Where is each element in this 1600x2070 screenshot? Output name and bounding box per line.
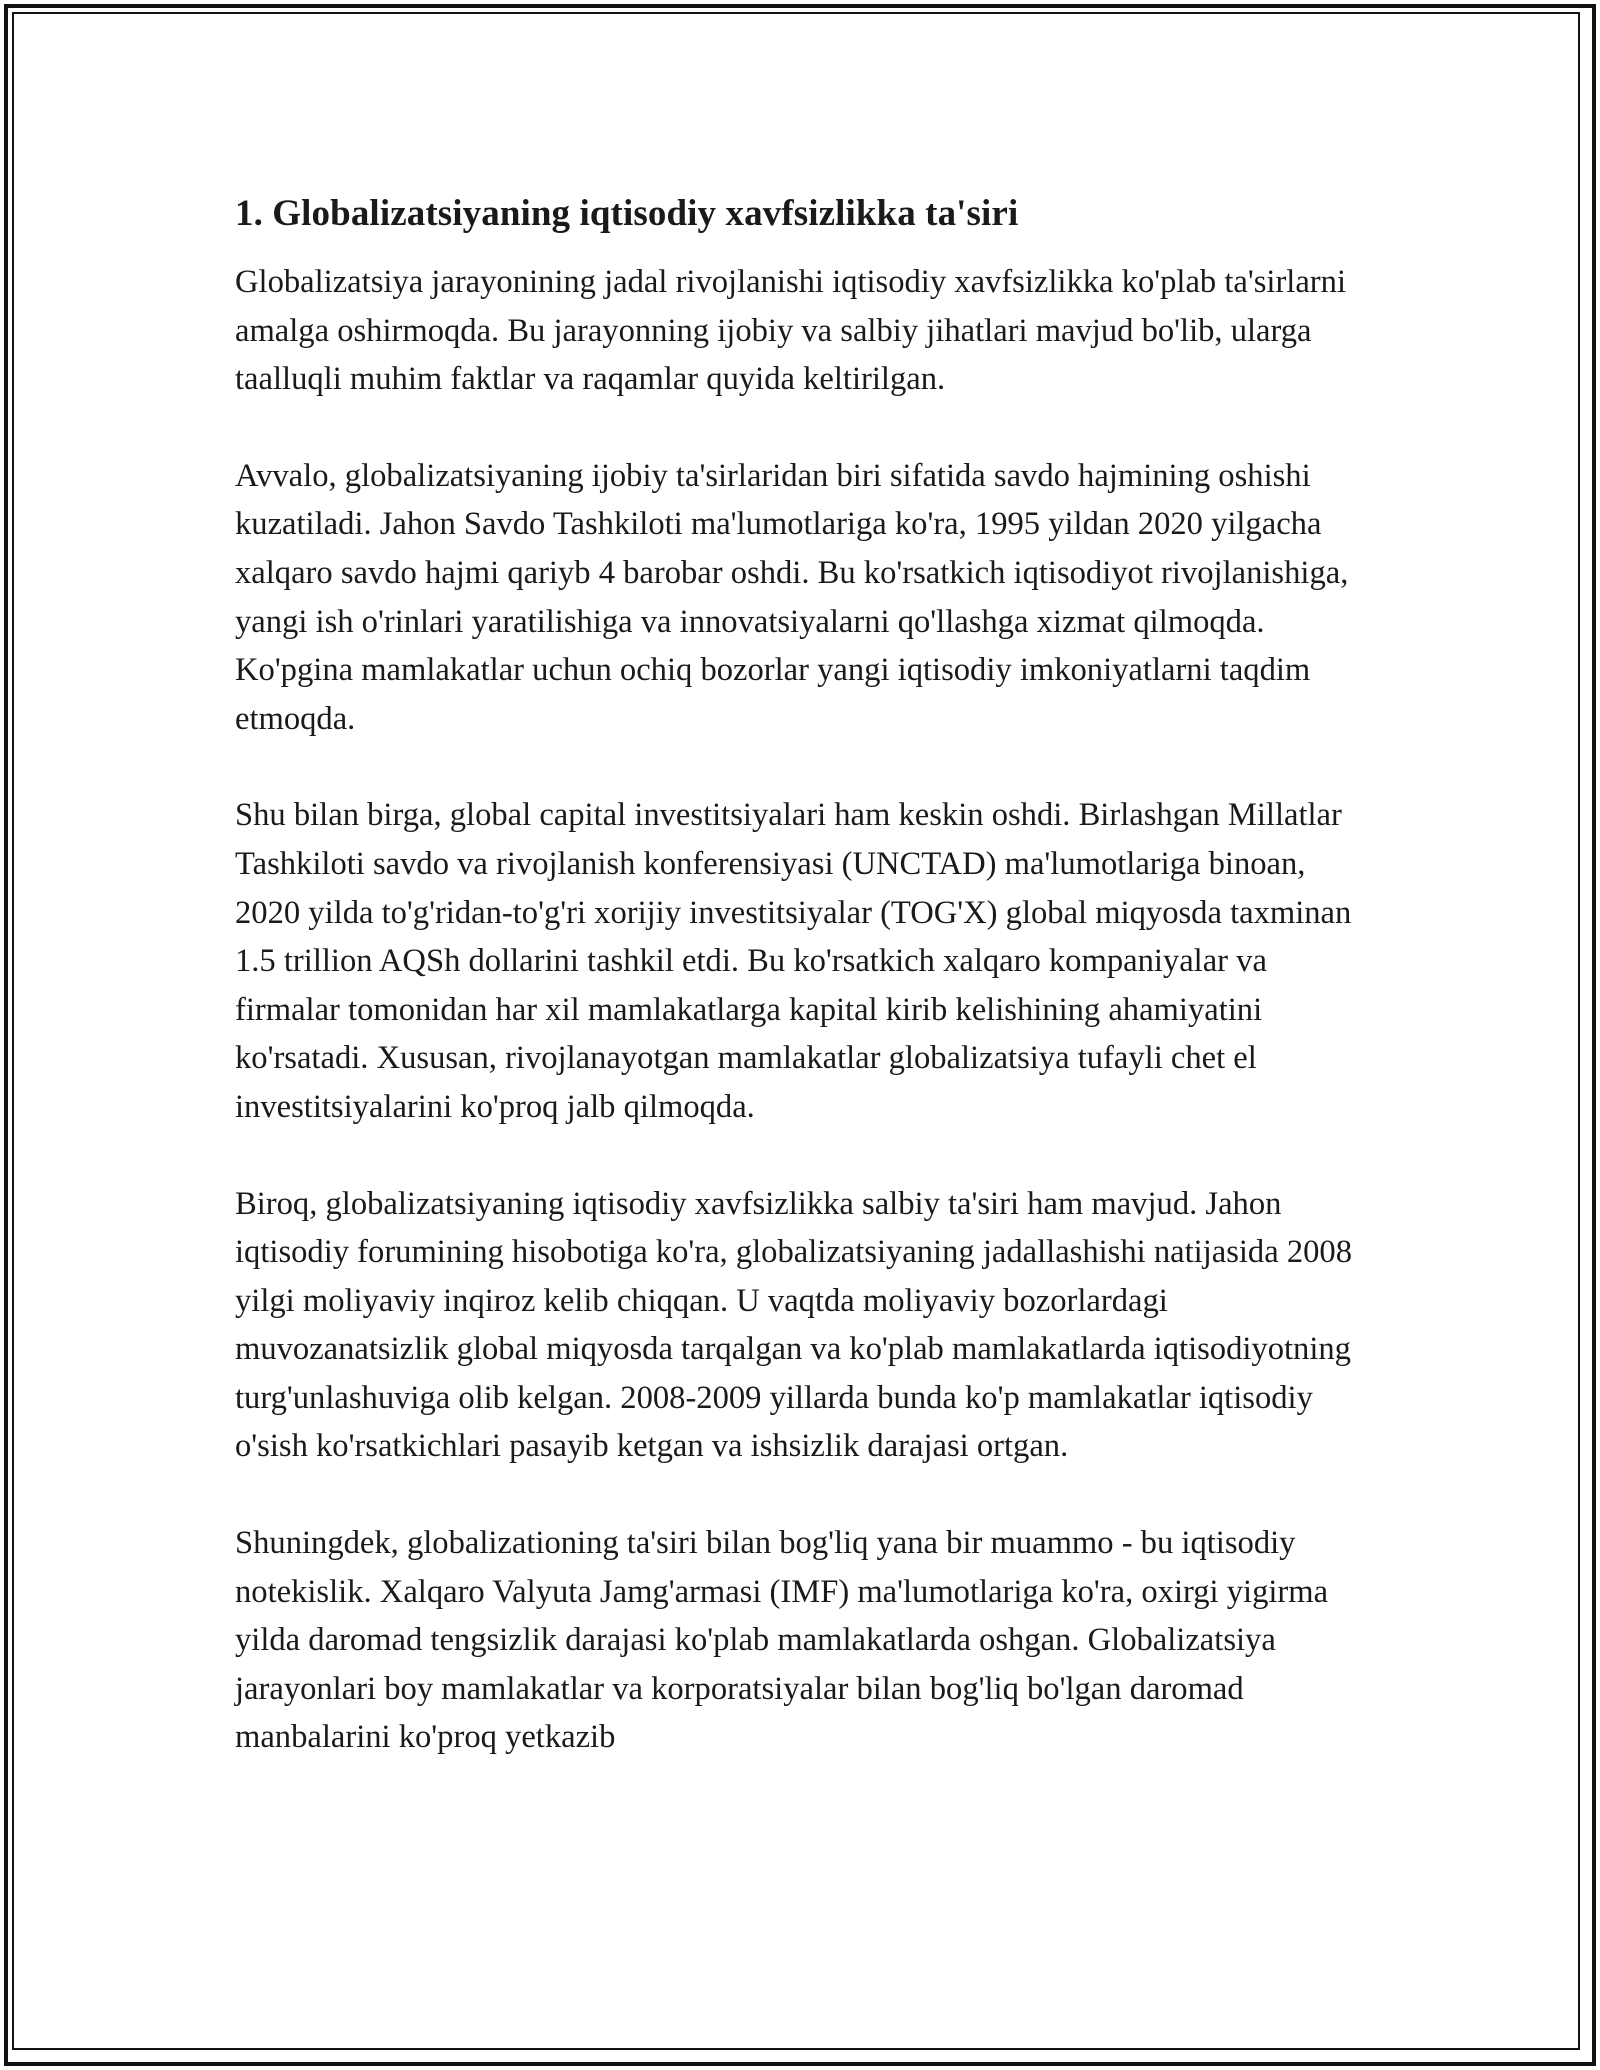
document-body — [235, 188, 1365, 1810]
paragraph-inequality: Shuningdek, globalizationing ta'siri bilan bog'liq yana bir muammo - bu iqtisodiy notekislik. Xalqaro Valyuta Jamg'armasi (IMF) ma'lumotlariga ko'ra, oxirgi yigirma yilda daromad tengsizlik darajasi ko'plab mamlakatlarda oshgan. Globalizatsiya jarayonlari boy mamlakatlar va korporatsiyalar bilan bog'liq bo'lgan daromad manbalarini ko'proq yetkazib — [235, 1525, 1329, 1756]
paragraph-financial-crisis: Biroq, globalizatsiyaning iqtisodiy xavfsizlikka salbiy ta'siri ham mavjud. Jahon iqtisodiy forumining hisobotiga ko'ra, globalizatsiyaning jadallashishi natijasida 2008 yilgi moliyaviy inqiroz kelib chiqqan. U vaqtda moliyaviy bozorlardagi muvozanatsizlik global miqyosda tarqalgan va ko'plab mamlakatlarda iqtisodiyotning turg'unlashuviga olib kelgan. 2008-2009 yillarda bunda ko'p mamlakatlar iqtisodiy o'sish ko'rsatkichlari pasayib ketgan va ishsizlik darajasi ortgan. — [235, 1185, 1352, 1465]
paragraph-trade-growth: Avvalo, globalizatsiyaning ijobiy ta'sirlaridan biri sifatida savdo hajmining oshishi kuzatiladi. Jahon Savdo Tashkiloti ma'lumotlariga ko'ra, 1995 yildan 2020 yilgacha xalqaro savdo hajmi qariyb 4 barobar oshdi. Bu ko'rsatkich iqtisodiyot rivojlanishiga, yangi ish o'rinlari yaratilishiga va innovatsiyalarni qo'llashga xizmat qilmoqda. Ko'pgina mamlakatlar uchun ochiq bozorlar yangi iqtisodiy imkoniyatlarni taqdim etmoqda. — [235, 457, 1349, 737]
paragraph-investment: Shu bilan birga, global capital investitsiyalari ham keskin oshdi. Birlashgan Millatlar Tashkiloti savdo va rivojlanish konferensiyasi (UNCTAD) ma'lumotlariga binoan, 2020 yilda to'g'ridan-to'g'ri xorijiy investitsiyalar (TOG'X) global miqyosda taxminan 1.5 trillion AQSh dollarini tashkil etdi. Bu ko'rsatkich xalqaro kompaniyalar va firmalar tomonidan har xil mamlakatlarga kapital kirib kelishining ahamiyatini ko'rsatadi. Xususan, rivojlanayotgan mamlakatlar globalizatsiya tufayli chet el investitsiyalarini ko'proq jalb qilmoqda. — [235, 797, 1352, 1125]
section-heading: 1. Globalizatsiyaning iqtisodiy xavfsizlikka ta'siri — [235, 193, 1019, 234]
paragraph-intro: Globalizatsiya jarayonining jadal rivojlanishi iqtisodiy xavfsizlikka ko'plab ta'sirlarni amalga oshirmoqda. Bu jarayonning ijobiy va salbiy jihatlari mavjud bo'lib, ularga taalluqli muhim faktlar va raqamlar quyida keltirilgan. — [235, 264, 1346, 398]
